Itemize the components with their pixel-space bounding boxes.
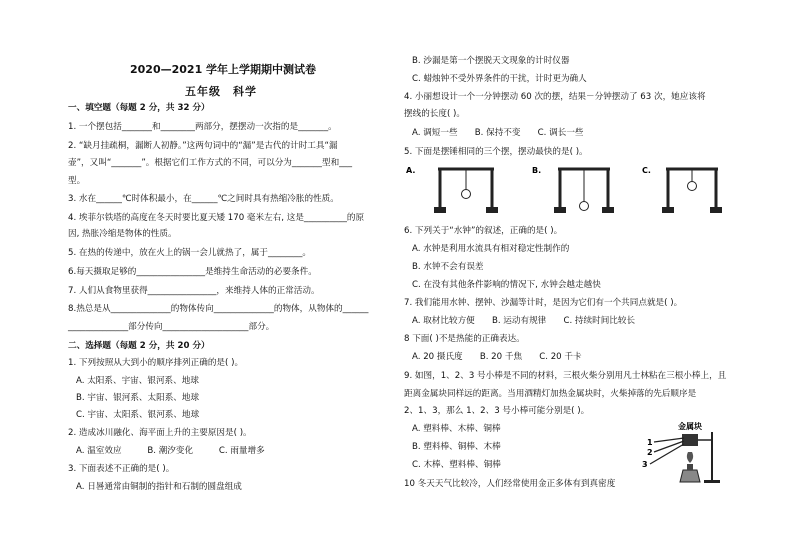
question-7: 7. 人们从食物里获得________________，来维持人体的正常活动。 bbox=[68, 286, 320, 296]
choice-6-option-a: A. 水钟是利用水流具有相对稳定性制作的 bbox=[412, 244, 570, 254]
section-choice-title: 二、选择题（每题 2 分，共 20 分） bbox=[68, 341, 210, 351]
metal-block-label: 金属块 bbox=[678, 422, 702, 431]
choice-8-options: A. 20 摄氏度 B. 20 千焦 C. 20 千卡 bbox=[412, 352, 582, 362]
choice-8: 8 下面( )不是热能的正确表达。 bbox=[404, 334, 525, 344]
question-2-line2: 壶”，又叫“_______”。根据它们工作方式的不同，可以分为_______型和___ bbox=[68, 158, 353, 168]
question-8-line1: 8.热总是从______________的物体传向______________的物体，从物体的______ bbox=[68, 304, 369, 314]
choice-1: 1. 下列按照从大到小的顺序排列正确的是( )。 bbox=[68, 358, 244, 368]
choice-6-option-b: B. 水钟不会有误差 bbox=[412, 262, 484, 272]
choice-5: 5. 下面是摆锤相同的三个摆，摆动最快的是( )。 bbox=[404, 147, 588, 157]
choice-3-option-b: B. 沙漏是第一个摆脱天文现象的计时仪器 bbox=[412, 56, 570, 66]
question-8-line2: ______________部分传向____________________部分。 bbox=[68, 322, 275, 332]
rod-2-label: 2 bbox=[647, 448, 653, 457]
choice-7-options: A. 取材比较方便 B. 运动有规律 C. 持续时间比较长 bbox=[412, 316, 636, 326]
question-5: 5. 在热的传递中，放在火上的锅一会儿就热了，属于________。 bbox=[68, 248, 311, 258]
pendulum-a bbox=[406, 166, 498, 213]
choice-9-line2: 距离金属块同样远的距离。当用酒精灯加热金属块时，火柴掉落的先后顺序是 bbox=[404, 389, 697, 399]
rod-1-label: 1 bbox=[647, 438, 653, 447]
pendulum-c bbox=[642, 166, 722, 213]
choice-3: 3. 下面表述不正确的是( )。 bbox=[68, 464, 175, 474]
choice-2-options: A. 温室效应 B. 潮汐变化 C. 雨量增多 bbox=[76, 446, 265, 456]
exam-title: 2020—2021 学年上学期期中测试卷 bbox=[130, 63, 317, 76]
pendulum-b bbox=[532, 166, 614, 213]
choice-1-option-b: B. 宇宙、银河系、太阳系、地球 bbox=[76, 393, 200, 403]
choice-6: 6. 下列关于“水钟”的叙述，正确的是( )。 bbox=[404, 226, 563, 236]
choice-9-option-a: A. 塑料棒、木棒、铜棒 bbox=[412, 424, 501, 434]
choice-9-line1: 9. 如图，1、2、3 号小棒是不同的材料，三根火柴分别用凡士林粘在三根小棒上，且 bbox=[404, 371, 727, 381]
choice-4-line2: 摆线的长度( )。 bbox=[404, 109, 465, 119]
choice-9-option-c: C. 木棒、塑料棒、铜棒 bbox=[412, 460, 501, 470]
choice-7: 7. 我们能用水钟、摆钟、沙漏等计时，是因为它们有一个共同点就是( )。 bbox=[404, 298, 683, 308]
choice-1-option-a: A. 太阳系、宇宙、银河系、地球 bbox=[76, 376, 199, 386]
pendulum-a-label: A. bbox=[406, 166, 416, 175]
rod-3-label: 3 bbox=[642, 460, 648, 469]
choice-2: 2. 造成冰川融化、海平面上升的主要原因是( )。 bbox=[68, 428, 252, 438]
choice-3-option-a: A. 日晷通常由铜制的指针和石制的圆盘组成 bbox=[76, 482, 242, 492]
pendulum-b-label: B. bbox=[532, 166, 542, 175]
choice-4-line1: 4. 小丽想设计一个一分钟摆动 60 次的摆，结果－分钟摆动了 63 次，她应该将 bbox=[404, 92, 706, 102]
pendulum-c-label: C. bbox=[642, 166, 651, 175]
section-fill-in-title: 一、填空题（每题 2 分，共 32 分） bbox=[68, 103, 210, 113]
choice-4-options: A. 调短一些 B. 保持不变 C. 调长一些 bbox=[412, 128, 584, 138]
question-6: 6.每天摄取足够的________________是维持生命活动的必要条件。 bbox=[68, 267, 317, 277]
question-2-line1: 2. “缺月挂疏桐，漏断人初静。”这两句词中的“漏”是古代的计时工具“漏 bbox=[68, 141, 338, 151]
question-4-line1: 4. 埃菲尔铁塔的高度在冬天时要比夏天矮 170 毫米左右, 这是__________的原 bbox=[68, 213, 365, 223]
question-4-line2: 因, 热胀冷缩是物体的性质。 bbox=[68, 229, 177, 239]
metal-block-figure bbox=[638, 418, 720, 484]
pendulum-figures bbox=[404, 163, 724, 219]
choice-1-option-c: C. 宇宙、太阳系、银河系、地球 bbox=[76, 410, 200, 420]
exam-subject: 五年级 科学 bbox=[185, 85, 257, 98]
choice-3-option-c: C. 蜡烛钟不受外界条件的干扰，计时更为确人 bbox=[412, 74, 587, 84]
question-3: 3. 水在______℃时体积最小，在______℃之间时具有热缩冷胀的性质。 bbox=[68, 194, 339, 204]
question-2-line3: 型。 bbox=[68, 176, 86, 186]
question-1: 1. 一个摆包括_______和________两部分，摆摆动一次指的是_______。 bbox=[68, 122, 337, 132]
choice-9-line3: 2、1、3，那么 1、2、3 号小棒可能分别是( )。 bbox=[404, 406, 590, 416]
choice-10: 10 冬天天气比较冷，人们经常使用金正多体有到真密度 bbox=[404, 479, 616, 489]
choice-9-option-b: B. 塑料棒、铜棒、木棒 bbox=[412, 442, 501, 452]
choice-6-option-c: C. 在没有其他条件影响的情况下, 水钟会越走越快 bbox=[412, 280, 601, 290]
